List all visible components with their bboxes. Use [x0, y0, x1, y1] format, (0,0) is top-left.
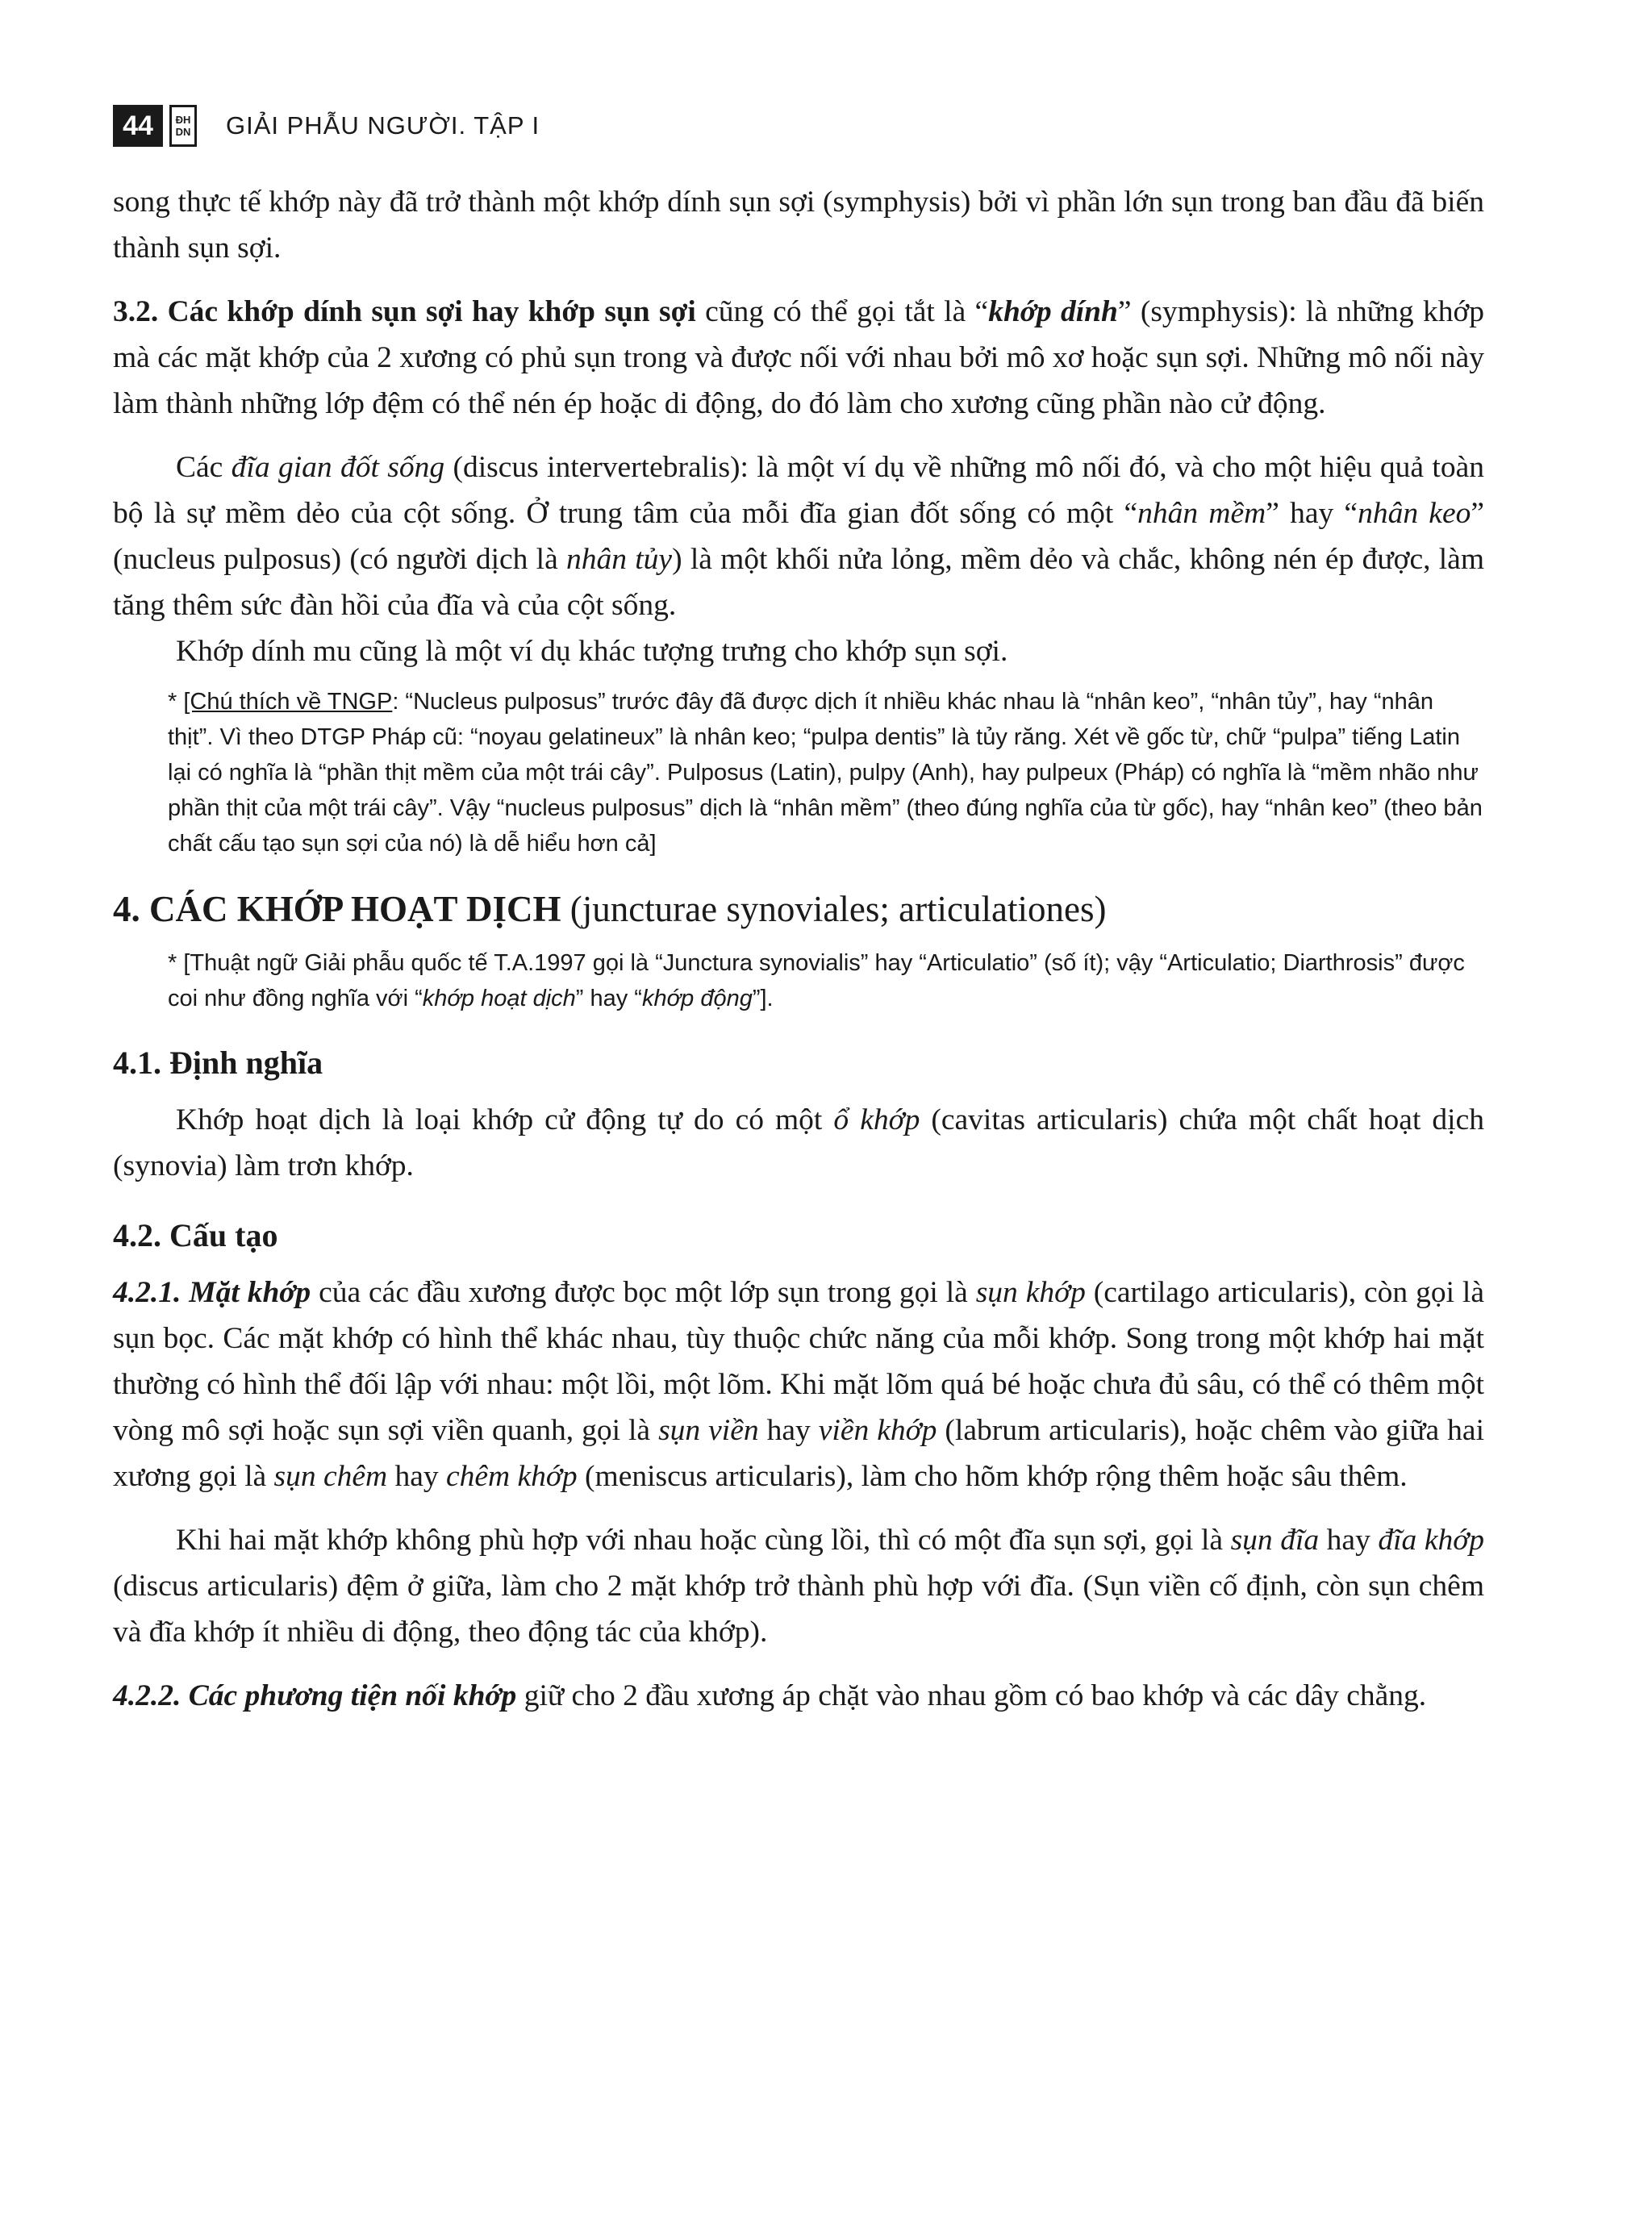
paragraph-4-2-1: 4.2.1. Mặt khớp của các đầu xương được bọc một lớp sụn trong gọi là sụn khớp (cartilago articularis), còn gọi là sụn bọc. Các mặt khớp có hình thể khác nhau, tùy thuộc chức năng của mỗi khớp. Song trong một khớp hai mặt thường có hình thể đối lập với nhau: một lồi, một lõm. Khi mặt lõm quá bé hoặc chưa đủ sâu, có thể có thêm một vòng mô sợi hoặc sụn sợi viền quanh, gọi là sụn viền hay viền khớp (labrum articularis), hoặc chêm vào giữa hai xương gọi là sụn chêm hay chêm khớp (meniscus articularis), làm cho hõm khớp rộng thêm hoặc sâu thêm.	[113, 1276, 1484, 1493]
paragraph-definition: Khớp hoạt dịch là loại khớp cử động tự do có một ổ khớp (cavitas articularis) chứa một chất hoạt dịch (synovia) làm trơn khớp.	[113, 1103, 1484, 1182]
page-number: 44	[113, 105, 163, 147]
subsection-heading-4-2-1: 4.2.1. Mặt khớp	[113, 1276, 311, 1309]
subsection-heading-4-2-2: 4.2.2. Các phương tiện nối khớp	[113, 1679, 517, 1712]
running-title: GIẢI PHẪU NGƯỜI. TẬP I	[226, 111, 540, 140]
page-header	[113, 103, 540, 148]
paragraph-3-2: 3.2. Các khớp dính sụn sợi hay khớp sụn sợi cũng có thể gọi tắt là “khớp dính” (symphysis): là những khớp mà các mặt khớp của 2 xương có phủ sụn trong và được nối với nhau bởi mô xơ hoặc sụn sợi. Những mô nối này làm thành những lớp đệm có thể nén ép hoặc di động, do đó làm cho xương cũng phần nào cử động.	[113, 295, 1485, 420]
paragraph-4-2-2: 4.2.2. Các phương tiện nối khớp giữ cho 2 đầu xương áp chặt vào nhau gồm có bao khớp và các dây chằng.	[113, 1679, 1427, 1712]
term-khop-dinh: khớp dính	[988, 295, 1118, 328]
section-number-3-2: 3.2.	[113, 295, 159, 328]
section-heading-4-1: 4.1. Định nghĩa	[113, 1045, 323, 1081]
paragraph-intervertebral-disc: Các đĩa gian đốt sống (discus intervertebralis): là một ví dụ về những mô nối đó, và cho một hiệu quả toàn bộ là sự mềm dẻo của cột sống. Ở trung tâm của mỗi đĩa gian đốt sống có một “nhân mềm” hay “nhân keo” (nucleus pulposus) (có người dịch là nhân tủy) là một khối nửa lỏng, mềm dẻo và chắc, không nén ép được, làm tăng thêm sức đàn hồi của đĩa và của cột sống.	[113, 451, 1484, 622]
footnote-ta1997: * [Thuật ngữ Giải phẫu quốc tế T.A.1997 gọi là “Junctura synovialis” hay “Articulatio” (số ít); vậy “Articulatio; Diarthrosis” được coi như đồng nghĩa với “khớp hoạt dịch” hay “khớp động”].	[168, 950, 1465, 1011]
logo-top-text: ĐH	[175, 114, 191, 126]
section-heading-4-2: 4.2. Cấu tạo	[113, 1217, 278, 1253]
page-body	[113, 179, 1484, 1719]
paragraph-pubic-symphysis: Khớp dính mu cũng là một ví dụ khác tượng trưng cho khớp sụn sợi.	[176, 635, 1008, 668]
footnote-tngp: * [Chú thích về TNGP: “Nucleus pulposus” trước đây đã được dịch ít nhiều khác nhau là “nhân keo”, “nhân tủy”, hay “nhân thịt”. Vì theo DTGP Pháp cũ: “noyau gelatineux” là nhân keo; “pulpa dentis” là tủy răng. Xét về gốc từ, chữ “pulpa” tiếng Latin lại có nghĩa là “phần thịt mềm của một trái cây”. Pulposus (Latin), pulpy (Anh), hay pulpeux (Pháp) có nghĩa là “mềm nhão như phần thịt của một trái cây”. Vậy “nucleus pulposus” dịch là “nhân mềm” (theo đúng nghĩa của từ gốc), hay “nhân keo” (theo bản chất cấu tạo sụn sợi của nó) là dễ hiểu hơn cả]	[168, 689, 1483, 857]
publisher-logo	[169, 105, 197, 147]
logo-bottom-text: DN	[175, 126, 191, 138]
paragraph-articular-disc: Khi hai mặt khớp không phù hợp với nhau hoặc cùng lồi, thì có một đĩa sụn sợi, gọi là sụn đĩa hay đĩa khớp (discus articularis) đệm ở giữa, làm cho 2 mặt khớp trở thành phù hợp với đĩa. (Sụn viền cố định, còn sụn chêm và đĩa khớp ít nhiều di động, theo động tác của khớp).	[113, 1524, 1484, 1649]
section-heading-4: 4. CÁC KHỚP HOẠT DỊCH (juncturae synoviales; articulationes)	[113, 889, 1107, 929]
paragraph-continuation: song thực tế khớp này đã trở thành một khớp dính sụn sợi (symphysis) bởi vì phần lớn sụn trong ban đầu đã biến thành sụn sợi.	[113, 186, 1484, 265]
section-heading-3-2: Các khớp dính sụn sợi hay khớp sụn sợi	[167, 295, 696, 328]
footnote-label: [Chú thích về TNGP	[183, 689, 393, 715]
